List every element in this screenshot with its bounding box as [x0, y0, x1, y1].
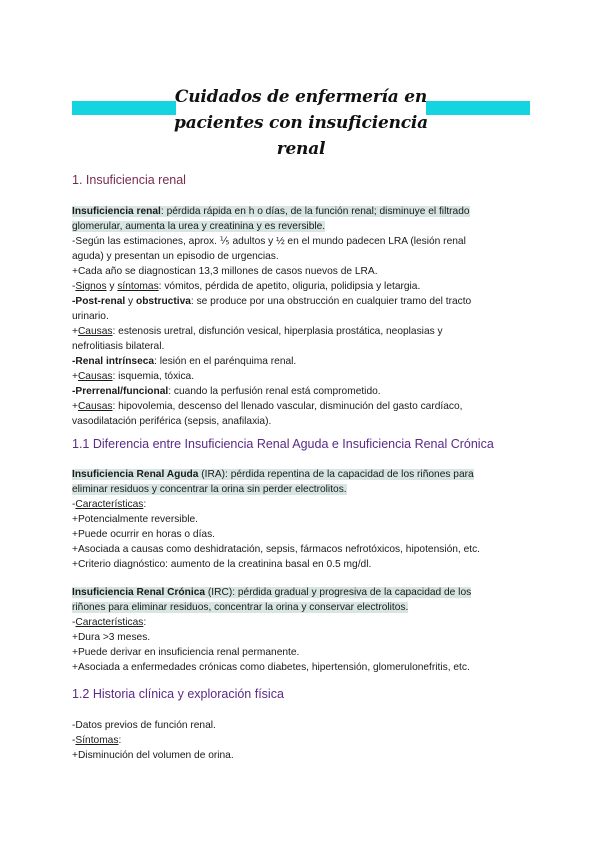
text: Signos [75, 281, 107, 292]
title-decoration-right [426, 101, 530, 115]
paragraph-line: urinario. [72, 311, 109, 322]
term: obstructiva [135, 296, 191, 307]
paragraph-line [72, 497, 532, 512]
text: Causas [77, 326, 113, 337]
paragraph-line: +Dura >3 meses. [72, 632, 151, 643]
paragraph-line [72, 615, 532, 630]
text: + [72, 401, 78, 412]
text: : [118, 735, 122, 746]
paragraph-line [72, 467, 532, 482]
paragraph-line [72, 219, 532, 234]
paragraph-line [72, 279, 532, 294]
paragraph-line [72, 399, 532, 414]
text: eliminar residuos y concentrar la orina sin perder electrolitos. [72, 484, 347, 495]
text: : lesión en el parénquima renal. [154, 356, 297, 367]
paragraph-line: +Potencialmente reversible. [72, 514, 198, 525]
paragraph-line [72, 482, 532, 497]
text: : [143, 617, 147, 628]
section-1-body [72, 204, 532, 429]
text: glomerular, aumenta la urea y creatinina y es reversible. [72, 221, 326, 232]
title-decoration-left [72, 101, 176, 115]
text: Características [75, 499, 144, 510]
text: + [72, 371, 78, 382]
paragraph-line: vasodilatación periférica (sepsis, anafilaxia). [72, 416, 272, 427]
text: Causas [77, 371, 113, 382]
paragraph-line: -Datos previos de función renal. [72, 720, 216, 731]
paragraph-line: -Según las estimaciones, aprox. ⅕ adultos y ½ en el mundo padecen LRA (lesión renal [72, 236, 466, 247]
text: y [106, 281, 118, 292]
paragraph-line: +Disminución del volumen de orina. [72, 750, 234, 761]
paragraph-line [72, 384, 532, 399]
paragraph-line [72, 585, 532, 600]
section-1-heading: 1. Insuficiencia renal [72, 173, 186, 187]
text: - [72, 281, 76, 292]
text: : [143, 499, 147, 510]
historia-block [72, 718, 532, 763]
text: - [72, 735, 76, 746]
paragraph-line: +Criterio diagnóstico: aumento de la creatinina basal en 0.5 mg/dl. [72, 559, 372, 570]
text: : isquemia, tóxica. [112, 371, 195, 382]
page-title-line-2: pacientes con insuficiencia renal [174, 113, 428, 159]
paragraph-line [72, 324, 532, 339]
term: -Post-renal [72, 296, 126, 307]
text: (IRA): pérdida repentina de la capacidad de los riñones para [198, 469, 474, 480]
text: riñones para eliminar residuos, concentrar la orina y conservar electrolitos. [72, 602, 409, 613]
text: - [72, 617, 76, 628]
paragraph-line [72, 354, 532, 369]
text: : cuando la perfusión renal está comprometido. [168, 386, 381, 397]
page-title [170, 84, 432, 162]
ira-block [72, 467, 532, 572]
text: (IRC): pérdida gradual y progresiva de la capacidad de los [205, 587, 472, 598]
paragraph-line: +Asociada a causas como deshidratación, sepsis, fármacos nefrotóxicos, hipotensión, etc. [72, 544, 481, 555]
paragraph-line [72, 204, 532, 219]
text: Causas [77, 401, 113, 412]
page-title-line-1: Cuidados de enfermería en [174, 87, 428, 107]
paragraph-line [72, 600, 532, 615]
text: : se produce por una obstrucción en cualquier tramo del tracto [190, 296, 472, 307]
term-insuficiencia-renal: Insuficiencia renal [72, 206, 161, 217]
text: + [72, 326, 78, 337]
text: : hipovolemia, descenso del llenado vascular, disminución del gasto cardíaco, [112, 401, 463, 412]
text: síntomas [117, 281, 159, 292]
text: : estenosis uretral, disfunción vesical, hiperplasia prostática, neoplasias y [112, 326, 443, 337]
paragraph-line [72, 294, 532, 309]
term-irc: Insuficiencia Renal Crónica [72, 587, 206, 598]
term-ira: Insuficiencia Renal Aguda [72, 469, 199, 480]
term: -Renal intrínseca [72, 356, 155, 367]
paragraph-line: nefrolitiasis bilateral. [72, 341, 165, 352]
paragraph-line: +Cada año se diagnostican 13,3 millones de casos nuevos de LRA. [72, 266, 378, 277]
section-1-2-heading: 1.2 Historia clínica y exploración física [72, 687, 284, 701]
paragraph-line: +Puede ocurrir en horas o días. [72, 529, 215, 540]
text: y [125, 296, 136, 307]
text: Síntomas [75, 735, 119, 746]
paragraph-line [72, 369, 532, 384]
paragraph-line: +Asociada a enfermedades crónicas como diabetes, hipertensión, glomerulonefritis, etc. [72, 662, 470, 673]
irc-block [72, 585, 532, 675]
term: -Prerrenal/funcional [72, 386, 169, 397]
text: : pérdida rápida en h o días, de la función renal; disminuye el filtrado [160, 206, 470, 217]
paragraph-line: +Puede derivar en insuficiencia renal permanente. [72, 647, 300, 658]
paragraph-line: aguda) y presentan un episodio de urgencias. [72, 251, 279, 262]
text: Características [75, 617, 144, 628]
text: - [72, 499, 76, 510]
paragraph-line [72, 733, 532, 748]
text: : vómitos, pérdida de apetito, oliguria, polidipsia y letargia. [158, 281, 421, 292]
section-1-1-heading: 1.1 Diferencia entre Insuficiencia Renal Aguda e Insuficiencia Renal Crónica [72, 437, 494, 451]
